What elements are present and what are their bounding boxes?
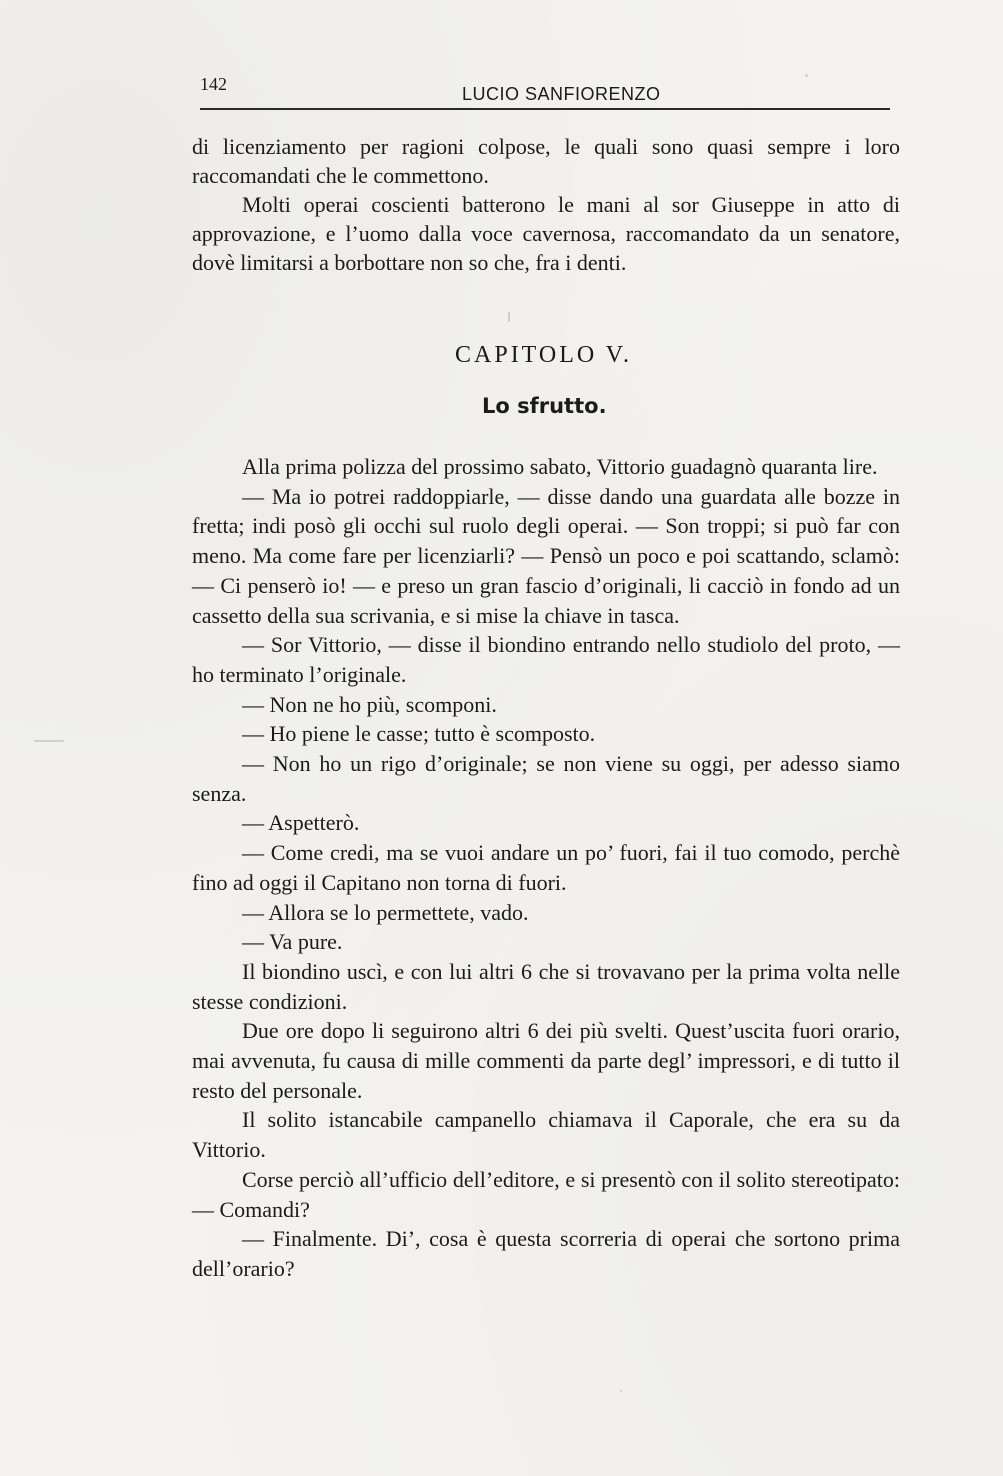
- paragraph: — Ma io potrei raddoppiarle, — disse dando una guardata alle bozze in fretta; indi posò gli occhi sul ruolo degli operai. — Son troppi; si può far con meno. Ma come fare per licenziarli? — Pensò un poco e poi scattando, sclamò: — Ci penserò io! — e preso un gran fascio d’originali, li cacciò in fondo ad un cassetto della sua scrivania, e si mise la chiave in tasca.: [192, 483, 900, 628]
- paragraph: — Va pure.: [242, 929, 343, 955]
- paragraph: — Come credi, ma se vuoi andare un po’ fuori, fai il tuo comodo, perchè fino ad oggi il Capitano non torna di fuori.: [192, 840, 900, 895]
- paragraph: — Aspetterò.: [242, 810, 360, 836]
- chapter-title: CAPITOLO V.: [455, 342, 633, 368]
- page-header: [200, 74, 890, 106]
- paragraph: Molti operai coscienti batterono le mani al sor Giuseppe in atto di approvazione, e l’uomo dalla voce cavernosa, raccomandato da un senatore, dovè limitarsi a borbottare non so che, fra i denti.: [192, 192, 900, 275]
- paragraph: — Non ho un rigo d’originale; se non viene su oggi, per adesso siamo senza.: [192, 751, 900, 806]
- paragraph: Alla prima polizza del prossimo sabato, Vittorio guadagnò quaranta lire.: [242, 454, 878, 479]
- paragraph: Il solito istancabile campanello chiamava il Caporale, che era su da Vittorio.: [192, 1107, 900, 1163]
- paragraph: — Non ne ho più, scomponi.: [242, 691, 497, 717]
- paragraph: — Sor Vittorio, — disse il biondino entrando nello studiolo del proto, — ho terminato l’originale.: [192, 632, 900, 687]
- paper-speck: [508, 312, 510, 322]
- opening-text: [192, 132, 900, 277]
- paper-speck: [34, 740, 64, 742]
- paper-speck: [805, 74, 808, 77]
- paragraph: — Ho piene le casse; tutto è scomposto.: [242, 721, 596, 747]
- chapter-subtitle: Lo sfrutto.: [482, 394, 607, 418]
- paragraph: — Finalmente. Di’, cosa è questa scorreria di operai che sortono prima dell’orario?: [192, 1226, 900, 1281]
- paragraph: — Allora se lo permettete, vado.: [242, 899, 529, 925]
- chapter-body: [192, 452, 900, 1284]
- paragraph: Il biondino uscì, e con lui altri 6 che si trovavano per la prima volta nelle stesse condizioni.: [192, 958, 900, 1014]
- page-number: 142: [200, 74, 227, 94]
- paragraph: Due ore dopo li seguirono altri 6 dei più svelti. Quest’uscita fuori orario, mai avvenuta, fu causa di mille commenti da parte degl’ impressori, e di tutto il resto del personale.: [192, 1018, 900, 1103]
- paper-speck: [620, 1390, 622, 1392]
- running-head: LUCIO SANFIORENZO: [462, 84, 661, 104]
- header-rule: [200, 108, 890, 110]
- paragraph: Corse perciò all’ufficio dell’editore, e si presentò con il solito stereotipato: — Comandi?: [192, 1166, 900, 1222]
- paragraph: di licenziamento per ragioni colpose, le quali sono quasi sempre i loro raccomandati che le commettono.: [192, 134, 900, 188]
